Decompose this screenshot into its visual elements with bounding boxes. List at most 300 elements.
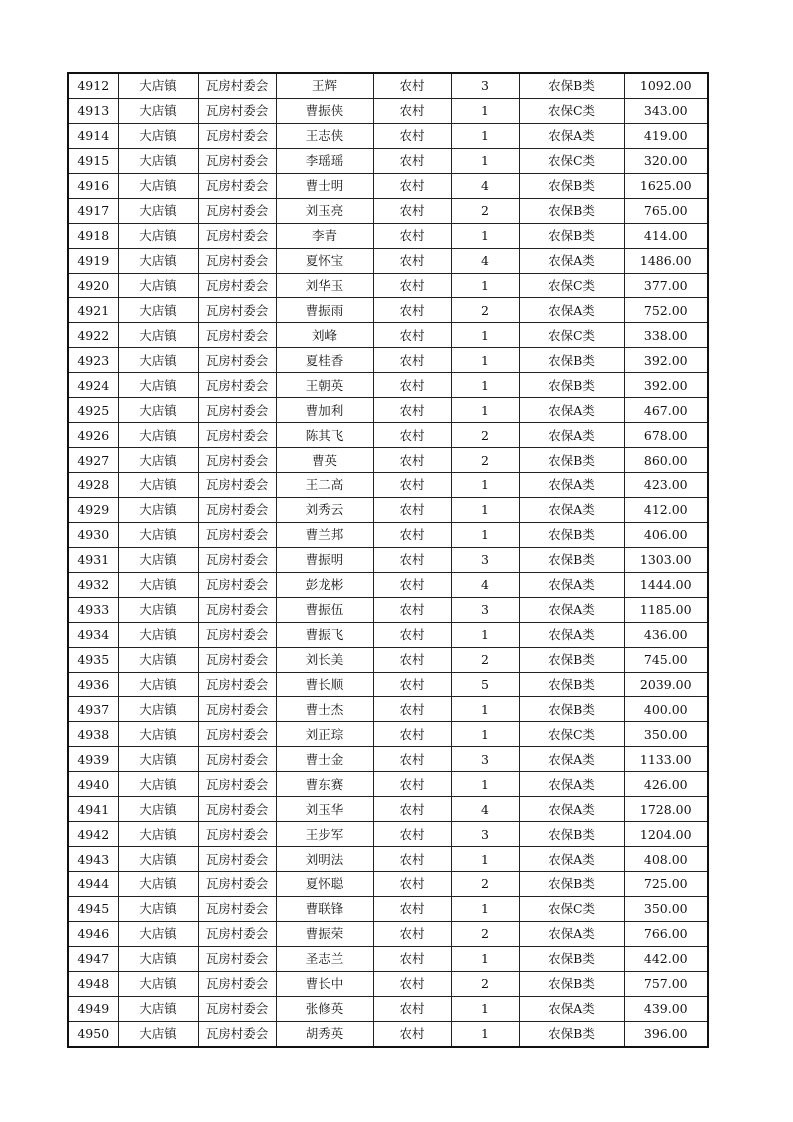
- person-name-cell: 曹兰邦: [276, 522, 373, 547]
- amount-cell: 392.00: [624, 348, 708, 373]
- insurance-class-cell: 农保B类: [519, 448, 624, 473]
- person-name-cell: 曹东赛: [276, 772, 373, 797]
- amount-cell: 400.00: [624, 697, 708, 722]
- person-name-cell: 刘峰: [276, 323, 373, 348]
- town-cell: 大店镇: [118, 323, 198, 348]
- insurance-class-cell: 农保A类: [519, 996, 624, 1021]
- table-row: [68, 398, 708, 423]
- insurance-class-cell: 农保B类: [519, 522, 624, 547]
- household-count-cell: 3: [451, 73, 519, 98]
- amount-cell: 1303.00: [624, 547, 708, 572]
- insurance-class-cell: 农保B类: [519, 173, 624, 198]
- amount-cell: 377.00: [624, 273, 708, 298]
- table-row: [68, 1021, 708, 1046]
- table-row: [68, 473, 708, 498]
- table-row: [68, 273, 708, 298]
- area-type-cell: 农村: [373, 123, 451, 148]
- table-row: [68, 98, 708, 123]
- insurance-class-cell: 农保C类: [519, 722, 624, 747]
- household-count-cell: 1: [451, 223, 519, 248]
- amount-cell: 1486.00: [624, 248, 708, 273]
- table-row: [68, 722, 708, 747]
- row-id-cell: 4945: [68, 896, 118, 921]
- row-id-cell: 4916: [68, 173, 118, 198]
- table-row: [68, 622, 708, 647]
- village-cell: 瓦房村委会: [198, 747, 276, 772]
- town-cell: 大店镇: [118, 148, 198, 173]
- table-row: [68, 847, 708, 872]
- amount-cell: 414.00: [624, 223, 708, 248]
- amount-cell: 725.00: [624, 872, 708, 897]
- village-cell: 瓦房村委会: [198, 123, 276, 148]
- amount-cell: 765.00: [624, 198, 708, 223]
- household-count-cell: 2: [451, 298, 519, 323]
- amount-cell: 1204.00: [624, 822, 708, 847]
- row-id-cell: 4943: [68, 847, 118, 872]
- village-cell: 瓦房村委会: [198, 198, 276, 223]
- village-cell: 瓦房村委会: [198, 497, 276, 522]
- row-id-cell: 4914: [68, 123, 118, 148]
- insurance-class-cell: 农保A类: [519, 772, 624, 797]
- person-name-cell: 陈其飞: [276, 423, 373, 448]
- table-row: [68, 547, 708, 572]
- insurance-class-cell: 农保B类: [519, 73, 624, 98]
- town-cell: 大店镇: [118, 273, 198, 298]
- insurance-class-cell: 农保B类: [519, 1021, 624, 1046]
- area-type-cell: 农村: [373, 1021, 451, 1046]
- insurance-class-cell: 农保B类: [519, 946, 624, 971]
- area-type-cell: 农村: [373, 298, 451, 323]
- area-type-cell: 农村: [373, 323, 451, 348]
- household-count-cell: 1: [451, 148, 519, 173]
- person-name-cell: 胡秀英: [276, 1021, 373, 1046]
- household-count-cell: 1: [451, 697, 519, 722]
- village-cell: 瓦房村委会: [198, 547, 276, 572]
- amount-cell: 406.00: [624, 522, 708, 547]
- town-cell: 大店镇: [118, 921, 198, 946]
- household-count-cell: 4: [451, 248, 519, 273]
- town-cell: 大店镇: [118, 722, 198, 747]
- town-cell: 大店镇: [118, 98, 198, 123]
- village-cell: 瓦房村委会: [198, 697, 276, 722]
- village-cell: 瓦房村委会: [198, 672, 276, 697]
- town-cell: 大店镇: [118, 423, 198, 448]
- town-cell: 大店镇: [118, 248, 198, 273]
- insurance-class-cell: 农保A类: [519, 423, 624, 448]
- table-row: [68, 248, 708, 273]
- town-cell: 大店镇: [118, 572, 198, 597]
- village-cell: 瓦房村委会: [198, 946, 276, 971]
- town-cell: 大店镇: [118, 223, 198, 248]
- amount-cell: 423.00: [624, 473, 708, 498]
- row-id-cell: 4931: [68, 547, 118, 572]
- village-cell: 瓦房村委会: [198, 622, 276, 647]
- table-row: [68, 497, 708, 522]
- amount-cell: 1092.00: [624, 73, 708, 98]
- amount-cell: 1728.00: [624, 797, 708, 822]
- person-name-cell: 圣志兰: [276, 946, 373, 971]
- person-name-cell: 曹振侠: [276, 98, 373, 123]
- town-cell: 大店镇: [118, 497, 198, 522]
- town-cell: 大店镇: [118, 996, 198, 1021]
- row-id-cell: 4944: [68, 872, 118, 897]
- household-count-cell: 1: [451, 896, 519, 921]
- table-row: [68, 822, 708, 847]
- household-count-cell: 2: [451, 971, 519, 996]
- town-cell: 大店镇: [118, 697, 198, 722]
- person-name-cell: 曹振伍: [276, 597, 373, 622]
- table-row: [68, 872, 708, 897]
- table-row: [68, 373, 708, 398]
- person-name-cell: 刘华玉: [276, 273, 373, 298]
- town-cell: 大店镇: [118, 971, 198, 996]
- table-row: [68, 747, 708, 772]
- person-name-cell: 王辉: [276, 73, 373, 98]
- person-name-cell: 夏怀宝: [276, 248, 373, 273]
- town-cell: 大店镇: [118, 473, 198, 498]
- person-name-cell: 王志侠: [276, 123, 373, 148]
- amount-cell: 757.00: [624, 971, 708, 996]
- village-cell: 瓦房村委会: [198, 173, 276, 198]
- area-type-cell: 农村: [373, 373, 451, 398]
- village-cell: 瓦房村委会: [198, 73, 276, 98]
- household-count-cell: 4: [451, 572, 519, 597]
- household-count-cell: 1: [451, 373, 519, 398]
- household-count-cell: 3: [451, 822, 519, 847]
- table-row: [68, 772, 708, 797]
- household-count-cell: 1: [451, 522, 519, 547]
- table-row: [68, 323, 708, 348]
- person-name-cell: 夏怀聪: [276, 872, 373, 897]
- person-name-cell: 曹振荣: [276, 921, 373, 946]
- household-count-cell: 3: [451, 547, 519, 572]
- town-cell: 大店镇: [118, 872, 198, 897]
- town-cell: 大店镇: [118, 373, 198, 398]
- household-count-cell: 1: [451, 473, 519, 498]
- amount-cell: 678.00: [624, 423, 708, 448]
- person-name-cell: 刘玉华: [276, 797, 373, 822]
- amount-cell: 745.00: [624, 647, 708, 672]
- household-count-cell: 1: [451, 946, 519, 971]
- village-cell: 瓦房村委会: [198, 572, 276, 597]
- household-count-cell: 1: [451, 398, 519, 423]
- row-id-cell: 4947: [68, 946, 118, 971]
- area-type-cell: 农村: [373, 173, 451, 198]
- amount-cell: 1185.00: [624, 597, 708, 622]
- table-row: [68, 198, 708, 223]
- amount-cell: 467.00: [624, 398, 708, 423]
- insurance-class-cell: 农保A类: [519, 921, 624, 946]
- area-type-cell: 农村: [373, 747, 451, 772]
- insurance-class-cell: 农保B类: [519, 198, 624, 223]
- row-id-cell: 4942: [68, 822, 118, 847]
- insurance-class-cell: 农保B类: [519, 223, 624, 248]
- household-count-cell: 1: [451, 323, 519, 348]
- area-type-cell: 农村: [373, 722, 451, 747]
- town-cell: 大店镇: [118, 173, 198, 198]
- area-type-cell: 农村: [373, 772, 451, 797]
- table-row: [68, 572, 708, 597]
- area-type-cell: 农村: [373, 473, 451, 498]
- table-row: [68, 223, 708, 248]
- table-row: [68, 921, 708, 946]
- person-name-cell: 曹士金: [276, 747, 373, 772]
- town-cell: 大店镇: [118, 547, 198, 572]
- amount-cell: 343.00: [624, 98, 708, 123]
- village-cell: 瓦房村委会: [198, 248, 276, 273]
- person-name-cell: 李瑶瑶: [276, 148, 373, 173]
- village-cell: 瓦房村委会: [198, 921, 276, 946]
- row-id-cell: 4918: [68, 223, 118, 248]
- amount-cell: 426.00: [624, 772, 708, 797]
- table-row: [68, 971, 708, 996]
- insurance-class-cell: 农保B类: [519, 647, 624, 672]
- person-name-cell: 曹振明: [276, 547, 373, 572]
- amount-cell: 392.00: [624, 373, 708, 398]
- village-cell: 瓦房村委会: [198, 647, 276, 672]
- household-count-cell: 1: [451, 123, 519, 148]
- village-cell: 瓦房村委会: [198, 872, 276, 897]
- town-cell: 大店镇: [118, 448, 198, 473]
- area-type-cell: 农村: [373, 597, 451, 622]
- table-row: [68, 996, 708, 1021]
- row-id-cell: 4949: [68, 996, 118, 1021]
- insurance-class-cell: 农保A类: [519, 747, 624, 772]
- amount-cell: 1133.00: [624, 747, 708, 772]
- area-type-cell: 农村: [373, 398, 451, 423]
- insurance-class-cell: 农保A类: [519, 123, 624, 148]
- person-name-cell: 刘长美: [276, 647, 373, 672]
- household-count-cell: 2: [451, 921, 519, 946]
- village-cell: 瓦房村委会: [198, 148, 276, 173]
- amount-cell: 439.00: [624, 996, 708, 1021]
- household-count-cell: 4: [451, 173, 519, 198]
- insurance-class-cell: 农保C类: [519, 896, 624, 921]
- insurance-class-cell: 农保C类: [519, 148, 624, 173]
- insurance-class-cell: 农保A类: [519, 248, 624, 273]
- area-type-cell: 农村: [373, 996, 451, 1021]
- table-row: [68, 448, 708, 473]
- village-cell: 瓦房村委会: [198, 273, 276, 298]
- town-cell: 大店镇: [118, 747, 198, 772]
- town-cell: 大店镇: [118, 73, 198, 98]
- row-id-cell: 4932: [68, 572, 118, 597]
- row-id-cell: 4935: [68, 647, 118, 672]
- household-count-cell: 1: [451, 847, 519, 872]
- table-row: [68, 73, 708, 98]
- person-name-cell: 刘玉亮: [276, 198, 373, 223]
- row-id-cell: 4921: [68, 298, 118, 323]
- town-cell: 大店镇: [118, 622, 198, 647]
- insurance-class-cell: 农保A类: [519, 298, 624, 323]
- person-name-cell: 刘秀云: [276, 497, 373, 522]
- row-id-cell: 4939: [68, 747, 118, 772]
- area-type-cell: 农村: [373, 423, 451, 448]
- town-cell: 大店镇: [118, 398, 198, 423]
- person-name-cell: 曹加利: [276, 398, 373, 423]
- household-count-cell: 1: [451, 98, 519, 123]
- table-row: [68, 797, 708, 822]
- town-cell: 大店镇: [118, 597, 198, 622]
- town-cell: 大店镇: [118, 847, 198, 872]
- row-id-cell: 4941: [68, 797, 118, 822]
- household-count-cell: 1: [451, 722, 519, 747]
- amount-cell: 320.00: [624, 148, 708, 173]
- row-id-cell: 4940: [68, 772, 118, 797]
- amount-cell: 442.00: [624, 946, 708, 971]
- insurance-class-cell: 农保B类: [519, 547, 624, 572]
- town-cell: 大店镇: [118, 1021, 198, 1046]
- person-name-cell: 夏桂香: [276, 348, 373, 373]
- row-id-cell: 4920: [68, 273, 118, 298]
- person-name-cell: 李青: [276, 223, 373, 248]
- insurance-class-cell: 农保B类: [519, 672, 624, 697]
- village-cell: 瓦房村委会: [198, 323, 276, 348]
- village-cell: 瓦房村委会: [198, 597, 276, 622]
- amount-cell: 860.00: [624, 448, 708, 473]
- village-cell: 瓦房村委会: [198, 473, 276, 498]
- household-count-cell: 5: [451, 672, 519, 697]
- village-cell: 瓦房村委会: [198, 971, 276, 996]
- table-row: [68, 173, 708, 198]
- amount-cell: 408.00: [624, 847, 708, 872]
- insurance-class-cell: 农保C类: [519, 273, 624, 298]
- area-type-cell: 农村: [373, 872, 451, 897]
- person-name-cell: 曹联锋: [276, 896, 373, 921]
- village-cell: 瓦房村委会: [198, 822, 276, 847]
- amount-cell: 752.00: [624, 298, 708, 323]
- village-cell: 瓦房村委会: [198, 98, 276, 123]
- amount-cell: 766.00: [624, 921, 708, 946]
- insurance-class-cell: 农保B类: [519, 373, 624, 398]
- village-cell: 瓦房村委会: [198, 223, 276, 248]
- town-cell: 大店镇: [118, 298, 198, 323]
- area-type-cell: 农村: [373, 248, 451, 273]
- row-id-cell: 4912: [68, 73, 118, 98]
- area-type-cell: 农村: [373, 921, 451, 946]
- town-cell: 大店镇: [118, 123, 198, 148]
- row-id-cell: 4913: [68, 98, 118, 123]
- village-cell: 瓦房村委会: [198, 996, 276, 1021]
- row-id-cell: 4936: [68, 672, 118, 697]
- row-id-cell: 4930: [68, 522, 118, 547]
- area-type-cell: 农村: [373, 797, 451, 822]
- table-row: [68, 647, 708, 672]
- town-cell: 大店镇: [118, 797, 198, 822]
- area-type-cell: 农村: [373, 348, 451, 373]
- insurance-class-cell: 农保A类: [519, 797, 624, 822]
- village-cell: 瓦房村委会: [198, 522, 276, 547]
- insurance-class-cell: 农保A类: [519, 597, 624, 622]
- area-type-cell: 农村: [373, 73, 451, 98]
- area-type-cell: 农村: [373, 822, 451, 847]
- amount-cell: 412.00: [624, 497, 708, 522]
- household-count-cell: 3: [451, 747, 519, 772]
- town-cell: 大店镇: [118, 896, 198, 921]
- village-cell: 瓦房村委会: [198, 847, 276, 872]
- household-count-cell: 1: [451, 772, 519, 797]
- insurance-class-cell: 农保A类: [519, 572, 624, 597]
- area-type-cell: 农村: [373, 622, 451, 647]
- row-id-cell: 4950: [68, 1021, 118, 1046]
- area-type-cell: 农村: [373, 148, 451, 173]
- area-type-cell: 农村: [373, 497, 451, 522]
- data-table: [67, 72, 709, 1048]
- insurance-class-cell: 农保A类: [519, 497, 624, 522]
- row-id-cell: 4938: [68, 722, 118, 747]
- town-cell: 大店镇: [118, 822, 198, 847]
- person-name-cell: 曹振雨: [276, 298, 373, 323]
- table-row: [68, 423, 708, 448]
- person-name-cell: 王步军: [276, 822, 373, 847]
- household-count-cell: 1: [451, 273, 519, 298]
- village-cell: 瓦房村委会: [198, 348, 276, 373]
- table-row: [68, 298, 708, 323]
- area-type-cell: 农村: [373, 273, 451, 298]
- insurance-class-cell: 农保B类: [519, 971, 624, 996]
- household-count-cell: 2: [451, 198, 519, 223]
- table-row: [68, 348, 708, 373]
- household-count-cell: 2: [451, 423, 519, 448]
- row-id-cell: 4915: [68, 148, 118, 173]
- village-cell: 瓦房村委会: [198, 298, 276, 323]
- table-row: [68, 522, 708, 547]
- insurance-class-cell: 农保B类: [519, 348, 624, 373]
- insurance-class-cell: 农保A类: [519, 622, 624, 647]
- town-cell: 大店镇: [118, 198, 198, 223]
- person-name-cell: 曹振飞: [276, 622, 373, 647]
- person-name-cell: 彭龙彬: [276, 572, 373, 597]
- town-cell: 大店镇: [118, 348, 198, 373]
- town-cell: 大店镇: [118, 647, 198, 672]
- person-name-cell: 曹长中: [276, 971, 373, 996]
- town-cell: 大店镇: [118, 672, 198, 697]
- town-cell: 大店镇: [118, 946, 198, 971]
- household-count-cell: 1: [451, 996, 519, 1021]
- insurance-class-cell: 农保C类: [519, 98, 624, 123]
- household-count-cell: 3: [451, 597, 519, 622]
- household-count-cell: 1: [451, 497, 519, 522]
- village-cell: 瓦房村委会: [198, 373, 276, 398]
- area-type-cell: 农村: [373, 547, 451, 572]
- person-name-cell: 曹英: [276, 448, 373, 473]
- row-id-cell: 4926: [68, 423, 118, 448]
- row-id-cell: 4917: [68, 198, 118, 223]
- village-cell: 瓦房村委会: [198, 896, 276, 921]
- area-type-cell: 农村: [373, 223, 451, 248]
- household-count-cell: 2: [451, 448, 519, 473]
- insurance-class-cell: 农保B类: [519, 822, 624, 847]
- row-id-cell: 4929: [68, 497, 118, 522]
- table-row: [68, 896, 708, 921]
- amount-cell: 1444.00: [624, 572, 708, 597]
- row-id-cell: 4922: [68, 323, 118, 348]
- insurance-class-cell: 农保B类: [519, 697, 624, 722]
- row-id-cell: 4925: [68, 398, 118, 423]
- amount-cell: 1625.00: [624, 173, 708, 198]
- household-count-cell: 1: [451, 348, 519, 373]
- row-id-cell: 4948: [68, 971, 118, 996]
- village-cell: 瓦房村委会: [198, 423, 276, 448]
- row-id-cell: 4927: [68, 448, 118, 473]
- town-cell: 大店镇: [118, 772, 198, 797]
- person-name-cell: 曹士杰: [276, 697, 373, 722]
- area-type-cell: 农村: [373, 572, 451, 597]
- area-type-cell: 农村: [373, 198, 451, 223]
- person-name-cell: 刘明法: [276, 847, 373, 872]
- table-row: [68, 597, 708, 622]
- household-count-cell: 1: [451, 1021, 519, 1046]
